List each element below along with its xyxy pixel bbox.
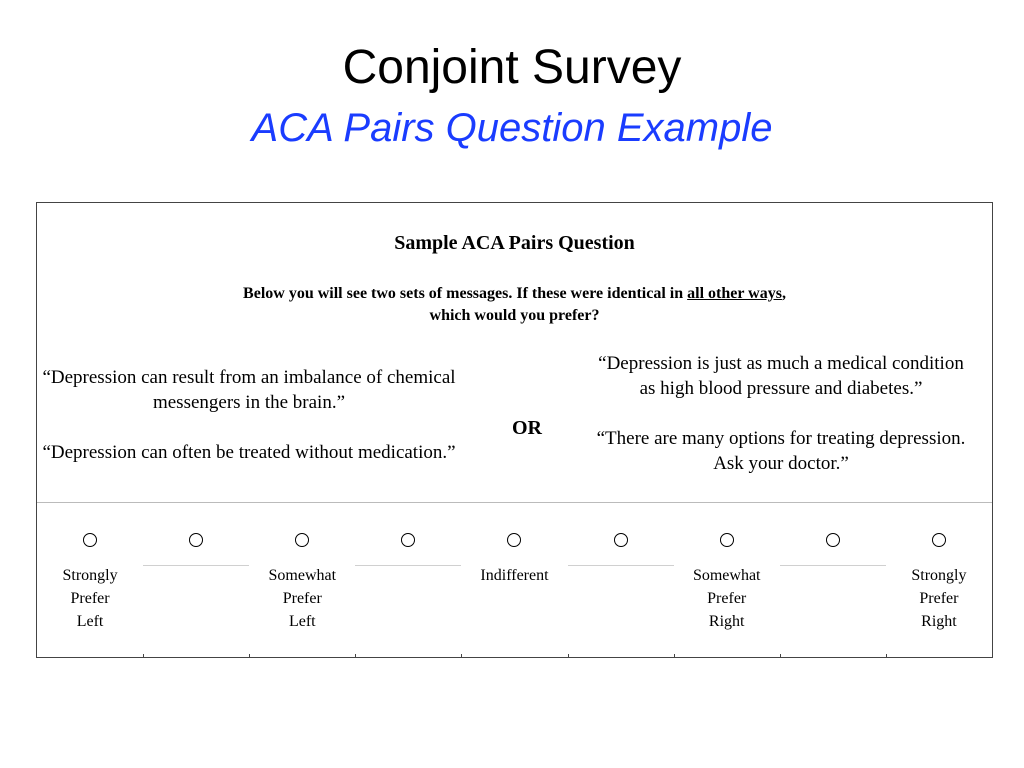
scale-option-5 bbox=[461, 503, 567, 658]
option-label: Strongly Prefer Left bbox=[62, 567, 118, 630]
scale-option-6 bbox=[568, 503, 674, 658]
or-separator: OR bbox=[512, 417, 542, 439]
right-message-1: “Depression is just as much a medical condition as high blood pressure and diabetes.” bbox=[598, 353, 964, 399]
radio-option-8[interactable] bbox=[826, 533, 840, 547]
radio-indifferent[interactable] bbox=[507, 533, 521, 547]
left-message-2: “Depression can often be treated without medication.” bbox=[42, 442, 456, 463]
question-instruction bbox=[37, 283, 992, 327]
radio-strongly-prefer-right[interactable] bbox=[932, 533, 946, 547]
scale-option-2 bbox=[143, 503, 249, 658]
option-label: Indifferent bbox=[480, 567, 549, 584]
slide-subtitle: ACA Pairs Question Example bbox=[251, 106, 773, 150]
question-frame bbox=[36, 202, 993, 658]
preference-scale bbox=[37, 503, 992, 658]
instruction-underlined: all other ways bbox=[687, 285, 782, 302]
option-label: Somewhat Prefer Right bbox=[692, 567, 761, 630]
scale-option-9 bbox=[886, 503, 992, 658]
question-heading: Sample ACA Pairs Question bbox=[394, 232, 635, 254]
option-label: Strongly Prefer Right bbox=[911, 567, 967, 630]
instruction-line-2: which would you prefer? bbox=[429, 307, 600, 324]
scale-option-4 bbox=[355, 503, 461, 658]
left-message-1: “Depression can result from an imbalance of chemical messengers in the brain.” bbox=[42, 367, 456, 413]
slide-title: Conjoint Survey bbox=[342, 41, 682, 94]
scale-option-7 bbox=[674, 503, 780, 658]
radio-option-6[interactable] bbox=[614, 533, 628, 547]
radio-option-2[interactable] bbox=[189, 533, 203, 547]
radio-somewhat-prefer-left[interactable] bbox=[295, 533, 309, 547]
scale-option-1 bbox=[37, 503, 143, 658]
left-message-set bbox=[37, 365, 461, 465]
right-message-set bbox=[595, 351, 967, 476]
option-label: Somewhat Prefer Left bbox=[268, 567, 337, 630]
right-message-2: “There are many options for treating depression. Ask your doctor.” bbox=[596, 428, 966, 474]
radio-somewhat-prefer-right[interactable] bbox=[720, 533, 734, 547]
instruction-text-end: , bbox=[781, 285, 786, 302]
scale-option-3 bbox=[249, 503, 355, 658]
radio-strongly-prefer-left[interactable] bbox=[83, 533, 97, 547]
radio-option-4[interactable] bbox=[401, 533, 415, 547]
instruction-text-start: Below you will see two sets of messages. If these were identical in bbox=[243, 285, 688, 302]
scale-option-8 bbox=[780, 503, 886, 658]
